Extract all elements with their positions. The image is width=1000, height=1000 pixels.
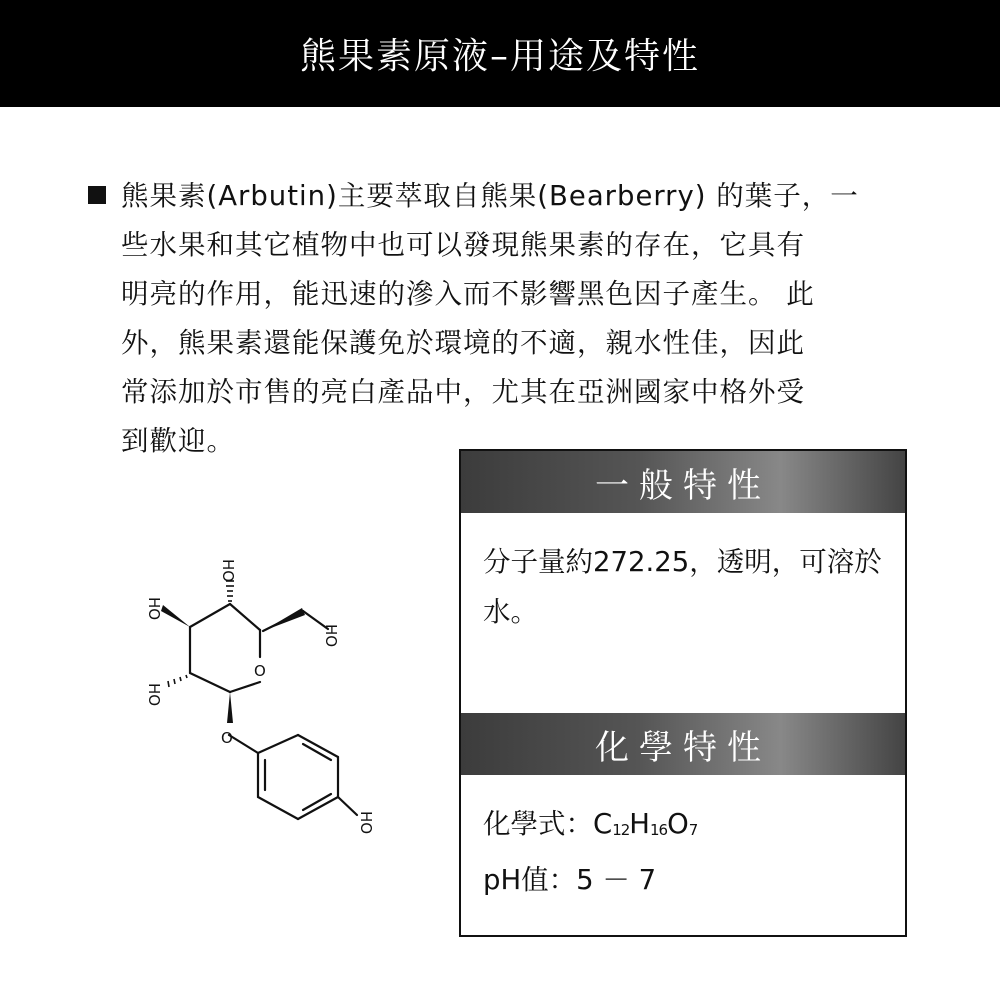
formula-label: 化學式： — [483, 808, 593, 840]
hydroxyl-label-top: HO — [219, 559, 237, 583]
page-title: 熊果素原液–用途及特性 — [299, 36, 700, 77]
hydroxyl-label-phenol: HO — [357, 811, 375, 835]
properties-box — [459, 449, 907, 937]
bullet-square-icon — [88, 186, 106, 204]
general-properties-text: 分子量約272.25，透明，可溶於水。 — [483, 546, 882, 628]
glycosidic-oxygen-label: O — [221, 729, 233, 747]
formula-h-count: 16 — [649, 821, 668, 839]
formula-o: O — [667, 808, 689, 840]
ring-oxygen-label: O — [254, 662, 266, 680]
ph-value: pH值：5 － 7 — [483, 864, 657, 896]
formula-o-count: 7 — [688, 821, 698, 839]
arbutin-structure-diagram — [135, 545, 395, 845]
hydroxyl-label-bottom-left: HO — [145, 683, 163, 707]
page-header — [0, 0, 1000, 107]
hydroxyl-label-left: HO — [145, 597, 163, 621]
intro-section — [88, 172, 918, 466]
intro-paragraph: 熊果素(Arbutin)主要萃取自熊果(Bearberry) 的葉子，一 些水果和其它植物中也可以發現熊果素的存在，它具有 明亮的作用，能迅速的滲入而不影響黑色因子產生。 此 外，熊果素還能保護免於環境的不適，親水性佳，因此 常添加於市售的亮白產品中，尤其在亞洲國家中格外受 到歡迎。 — [121, 180, 859, 457]
chemical-properties-header: 化學特性 — [461, 713, 905, 775]
general-properties-header: 一般特性 — [461, 451, 905, 513]
formula-c: C — [593, 808, 613, 840]
formula-h: H — [629, 808, 650, 840]
hydroxyl-label-ch2oh: HO — [322, 624, 340, 648]
formula-c-count: 12 — [612, 821, 630, 839]
chemical-properties-text — [483, 799, 893, 905]
chemical-formula — [483, 799, 893, 855]
